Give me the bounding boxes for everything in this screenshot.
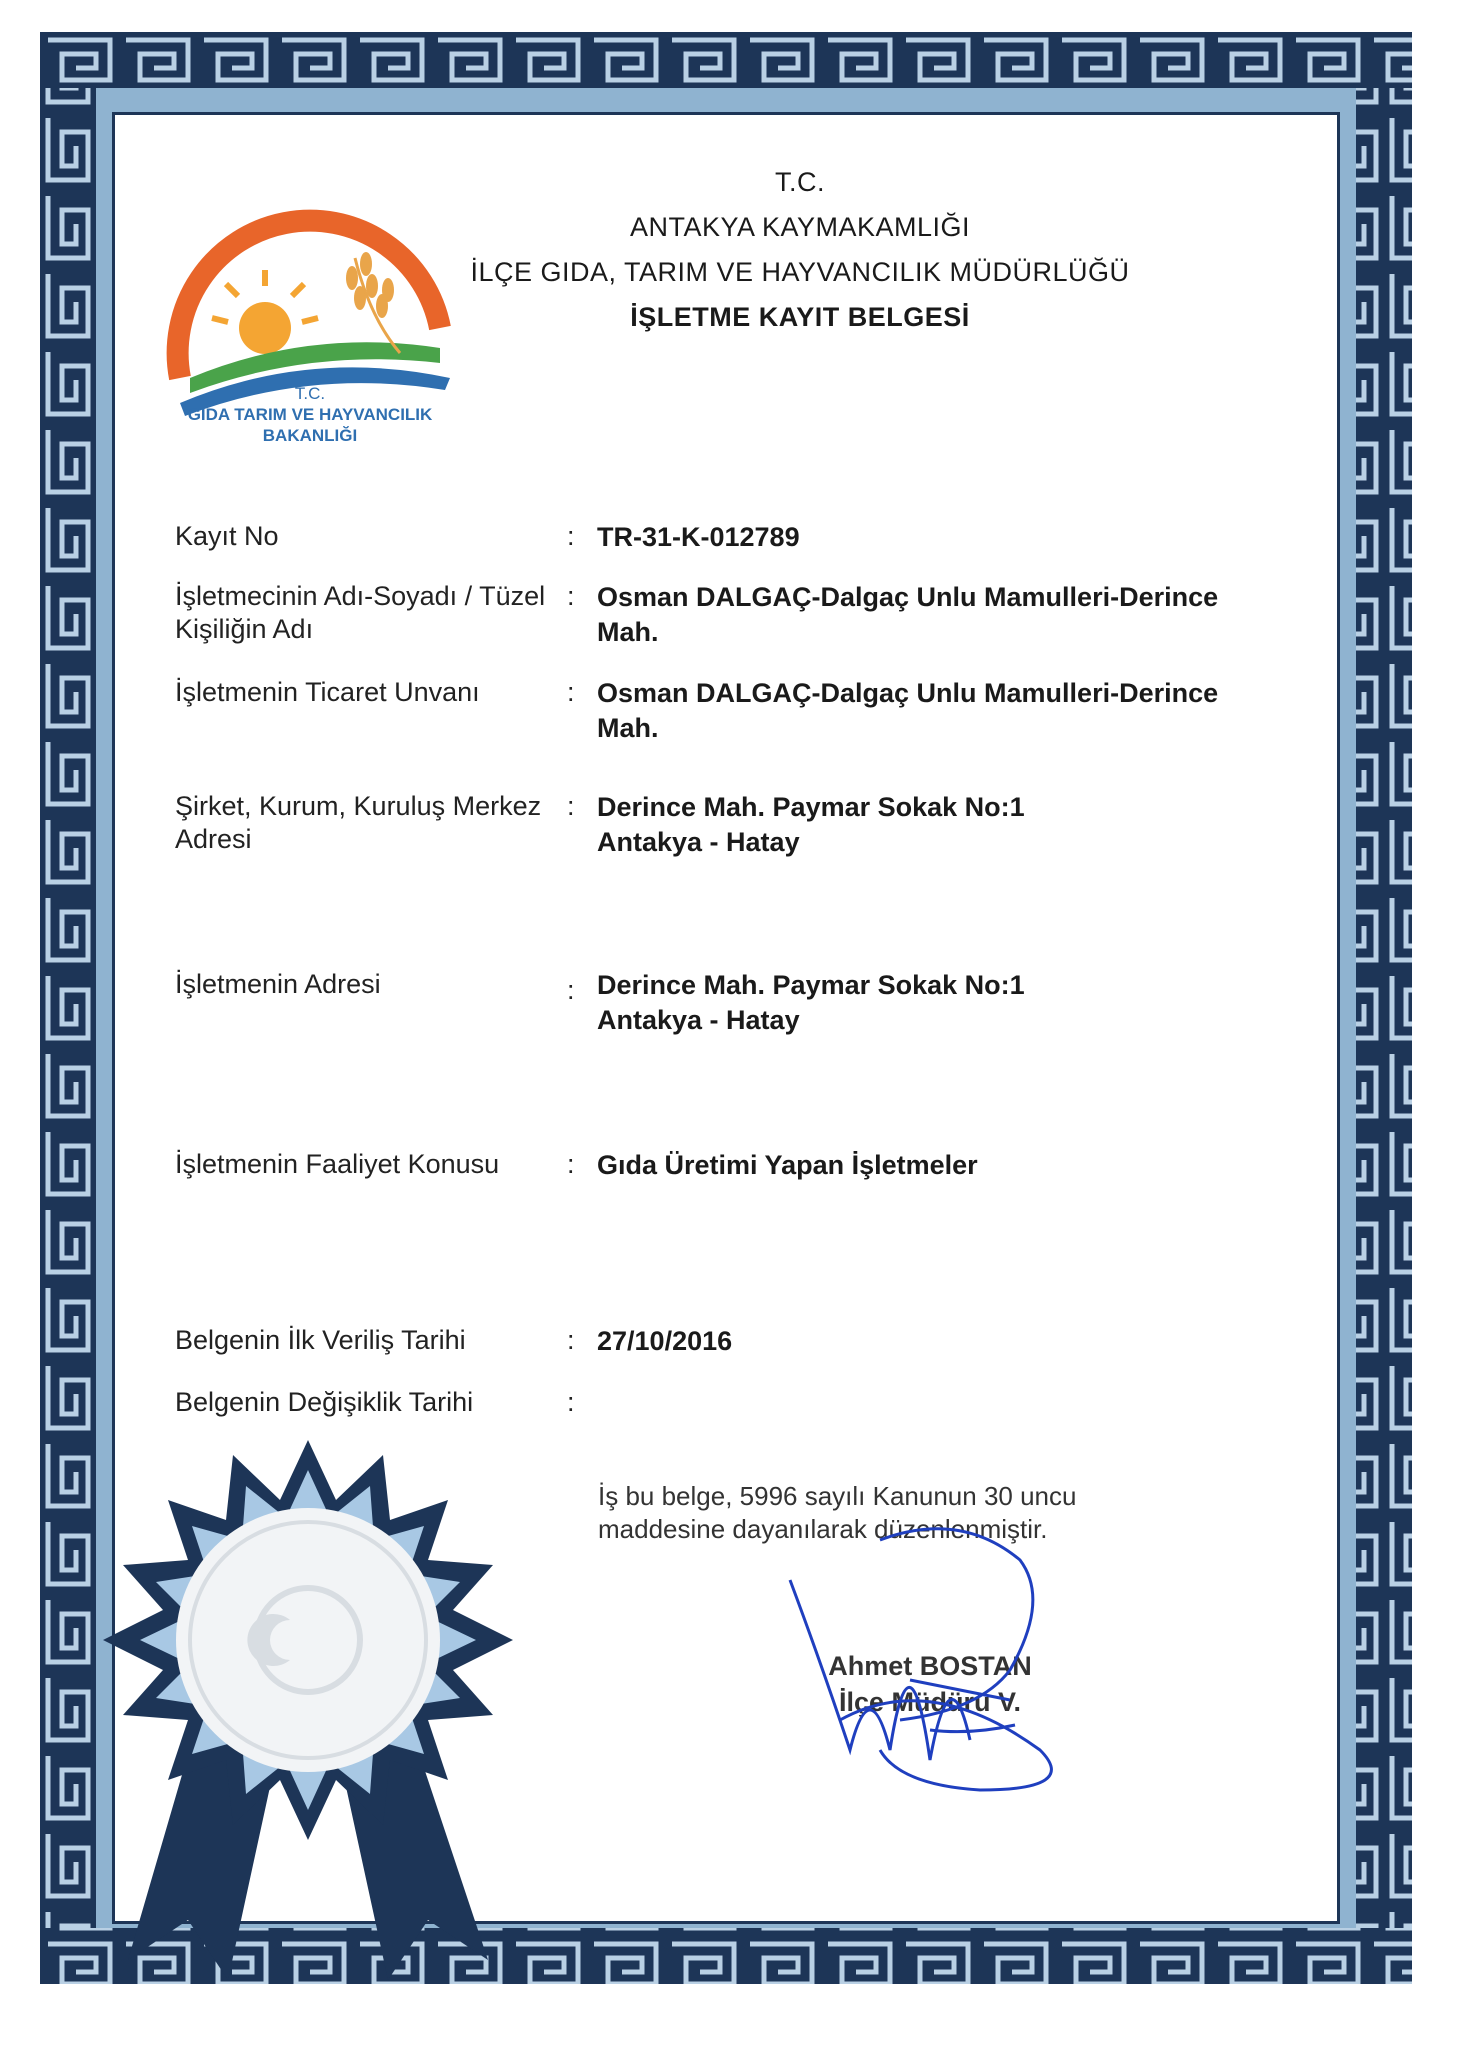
logo-line3: BAKANLIĞI bbox=[262, 426, 358, 445]
signatory-title: İlçe Müdürü V. bbox=[838, 1687, 1022, 1717]
field-value: Osman DALGAÇ-Dalgaç Unlu Mamulleri-Derince Mah. bbox=[597, 678, 1219, 743]
field-label: Belgenin Değişiklik Tarihi bbox=[175, 1387, 474, 1417]
field-value: Gıda Üretimi Yapan İşletmeler bbox=[597, 1150, 978, 1180]
field-value: TR-31-K-012789 bbox=[597, 522, 800, 552]
field-colon: : bbox=[567, 975, 575, 1005]
header-directorate: İLÇE GIDA, TARIM VE HAYVANCILIK MÜDÜRLÜĞÜ bbox=[470, 257, 1130, 287]
handwritten-signature-icon bbox=[780, 1520, 1100, 1810]
header-authority: ANTAKYA KAYMAKAMLIĞI bbox=[629, 212, 971, 242]
field-label: İşletmenin Faaliyet Konusu bbox=[175, 1149, 500, 1179]
field-colon: : bbox=[567, 1325, 575, 1355]
field-colon: : bbox=[567, 1149, 575, 1179]
field-value: Derince Mah. Paymar Sokak No:1 Antakya - Hatay bbox=[597, 970, 1025, 1035]
field-label: Kayıt No bbox=[175, 521, 279, 551]
field-colon: : bbox=[567, 1387, 575, 1417]
ministry-logo-text bbox=[160, 383, 460, 446]
legal-basis-text: İş bu belge, 5996 sayılı Kanunun 30 uncu maddesine dayanılarak düzenlenmiştir. bbox=[598, 1481, 1077, 1544]
field-colon: : bbox=[567, 791, 575, 821]
field-label: Belgenin İlk Veriliş Tarihi bbox=[175, 1325, 466, 1355]
header-country: T.C. bbox=[774, 167, 825, 197]
logo-line1: T.C. bbox=[294, 384, 326, 403]
field-label: İşletmecinin Adı-Soyadı / Tüzel Kişiliğin Adı bbox=[175, 581, 546, 644]
field-colon: : bbox=[567, 581, 575, 611]
document-header bbox=[400, 160, 1200, 340]
field-colon: : bbox=[567, 521, 575, 551]
rosette-seal-icon bbox=[78, 1420, 538, 1980]
field-label: İşletmenin Adresi bbox=[175, 969, 381, 999]
field-label: Şirket, Kurum, Kuruluş Merkez Adresi bbox=[175, 791, 542, 854]
document-title: İŞLETME KAYIT BELGESİ bbox=[630, 302, 970, 332]
logo-line2: GIDA TARIM VE HAYVANCILIK bbox=[187, 405, 433, 424]
field-value: Derince Mah. Paymar Sokak No:1 Antakya - Hatay bbox=[597, 792, 1025, 857]
signatory-name: Ahmet BOSTAN bbox=[828, 1651, 1032, 1681]
field-value: Osman DALGAÇ-Dalgaç Unlu Mamulleri-Derince Mah. bbox=[597, 582, 1219, 647]
field-value: 27/10/2016 bbox=[597, 1326, 733, 1356]
field-colon: : bbox=[567, 677, 575, 707]
field-label: İşletmenin Ticaret Unvanı bbox=[175, 677, 480, 707]
